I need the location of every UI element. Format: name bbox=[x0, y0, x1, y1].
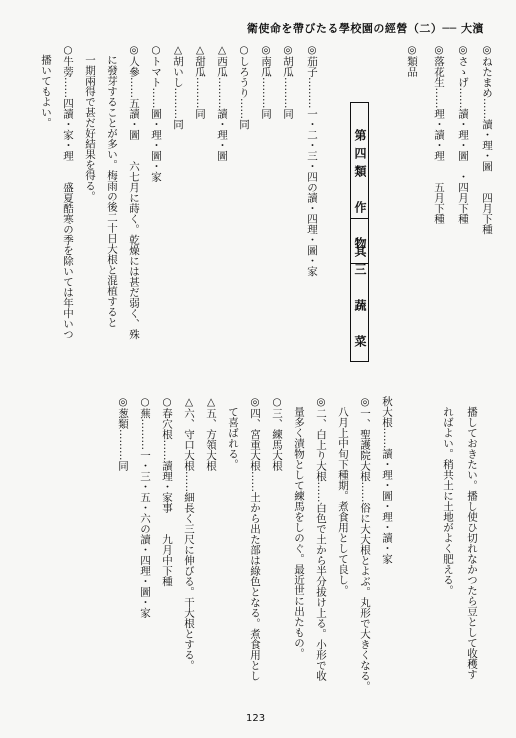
page-number: 123 bbox=[246, 713, 266, 724]
line: ◎二、白上り大根……白色で土から半分拔け上る。小形で收 bbox=[315, 396, 327, 681]
line: △胡いし………同 bbox=[172, 44, 184, 130]
page-header: 衛使命を帶びたる學校園の經營（二）── 大濱 bbox=[246, 22, 484, 35]
line: ればよい。稍共土に土地がよく肥える。 bbox=[442, 396, 454, 596]
line: ◎落花生……理・讀・理 五月下種 bbox=[433, 44, 445, 224]
line: 秋大根……讀・理・圖・理・讀・家 bbox=[381, 396, 393, 564]
line: ◎胡瓜………同 bbox=[282, 44, 294, 119]
line: ○しろうり……同 bbox=[238, 44, 250, 130]
line: ○蕪………一・三・五・六の讀・四理・圖・家 bbox=[139, 396, 151, 618]
line: ◎南瓜………同 bbox=[260, 44, 272, 119]
line: ○牛蒡……四讀・家・理 盛夏酷寒の季を除いては年中いつ bbox=[62, 44, 74, 340]
line: ○春穴根……讀理・家事 九月中下種 bbox=[161, 396, 173, 587]
line: 八月上中旬下種期。煮食用として良し。 bbox=[337, 396, 349, 596]
subcategory-heading: 其三 蔬 菜 bbox=[350, 218, 369, 362]
line: 量多く漬物として練馬をしのぐ。最近世に出たもの。 bbox=[293, 396, 305, 659]
line: △六、守口大根……細長く三尺に伸びる。干大根とする。 bbox=[183, 396, 195, 671]
line: て喜ばれる。 bbox=[227, 396, 239, 470]
line: ◎葱類………同 bbox=[117, 396, 129, 471]
line: 播しておきたい。播し使ひ切れなかつたら豆として收穫す bbox=[466, 396, 478, 680]
category-heading: 第四類 作 物 bbox=[350, 102, 369, 264]
line: ◎人參……五讀・圖 六七月に蒔く。乾燥には甚だ弱く、殊 bbox=[128, 44, 140, 340]
line: に發芽することが多い。梅雨の後二十日大根と混植すると bbox=[106, 44, 118, 328]
line: ◎一、聖護院大根……俗に大大根とよぶ。丸形で大きくなる。 bbox=[359, 396, 371, 692]
line: ○トマト……圖・理・圖・家 bbox=[150, 44, 162, 182]
line: ◎さゝげ……讀・理・圖 ・四月下種 bbox=[457, 44, 469, 224]
line: ◎茄子………一・二・三・四の讀・四理・圖・家 bbox=[306, 44, 318, 277]
line: ◎四、宮重大根……土から出た部は綠色となる。煮食用とし bbox=[249, 396, 261, 681]
line: ◎類品 bbox=[406, 44, 418, 77]
line: ◎ねたまめ……讀・理・圖 四月下種 bbox=[481, 44, 493, 235]
line: △西瓜………讀・理・圖 bbox=[216, 44, 228, 161]
line: ○三、練馬大根 bbox=[271, 396, 283, 471]
line: 一期兩得で甚だ好結果を得る。 bbox=[84, 44, 96, 202]
line: △五、方領大根 bbox=[205, 396, 217, 471]
line: △甜瓜………同 bbox=[194, 44, 206, 119]
line: 播いてもよい。 bbox=[40, 44, 52, 128]
